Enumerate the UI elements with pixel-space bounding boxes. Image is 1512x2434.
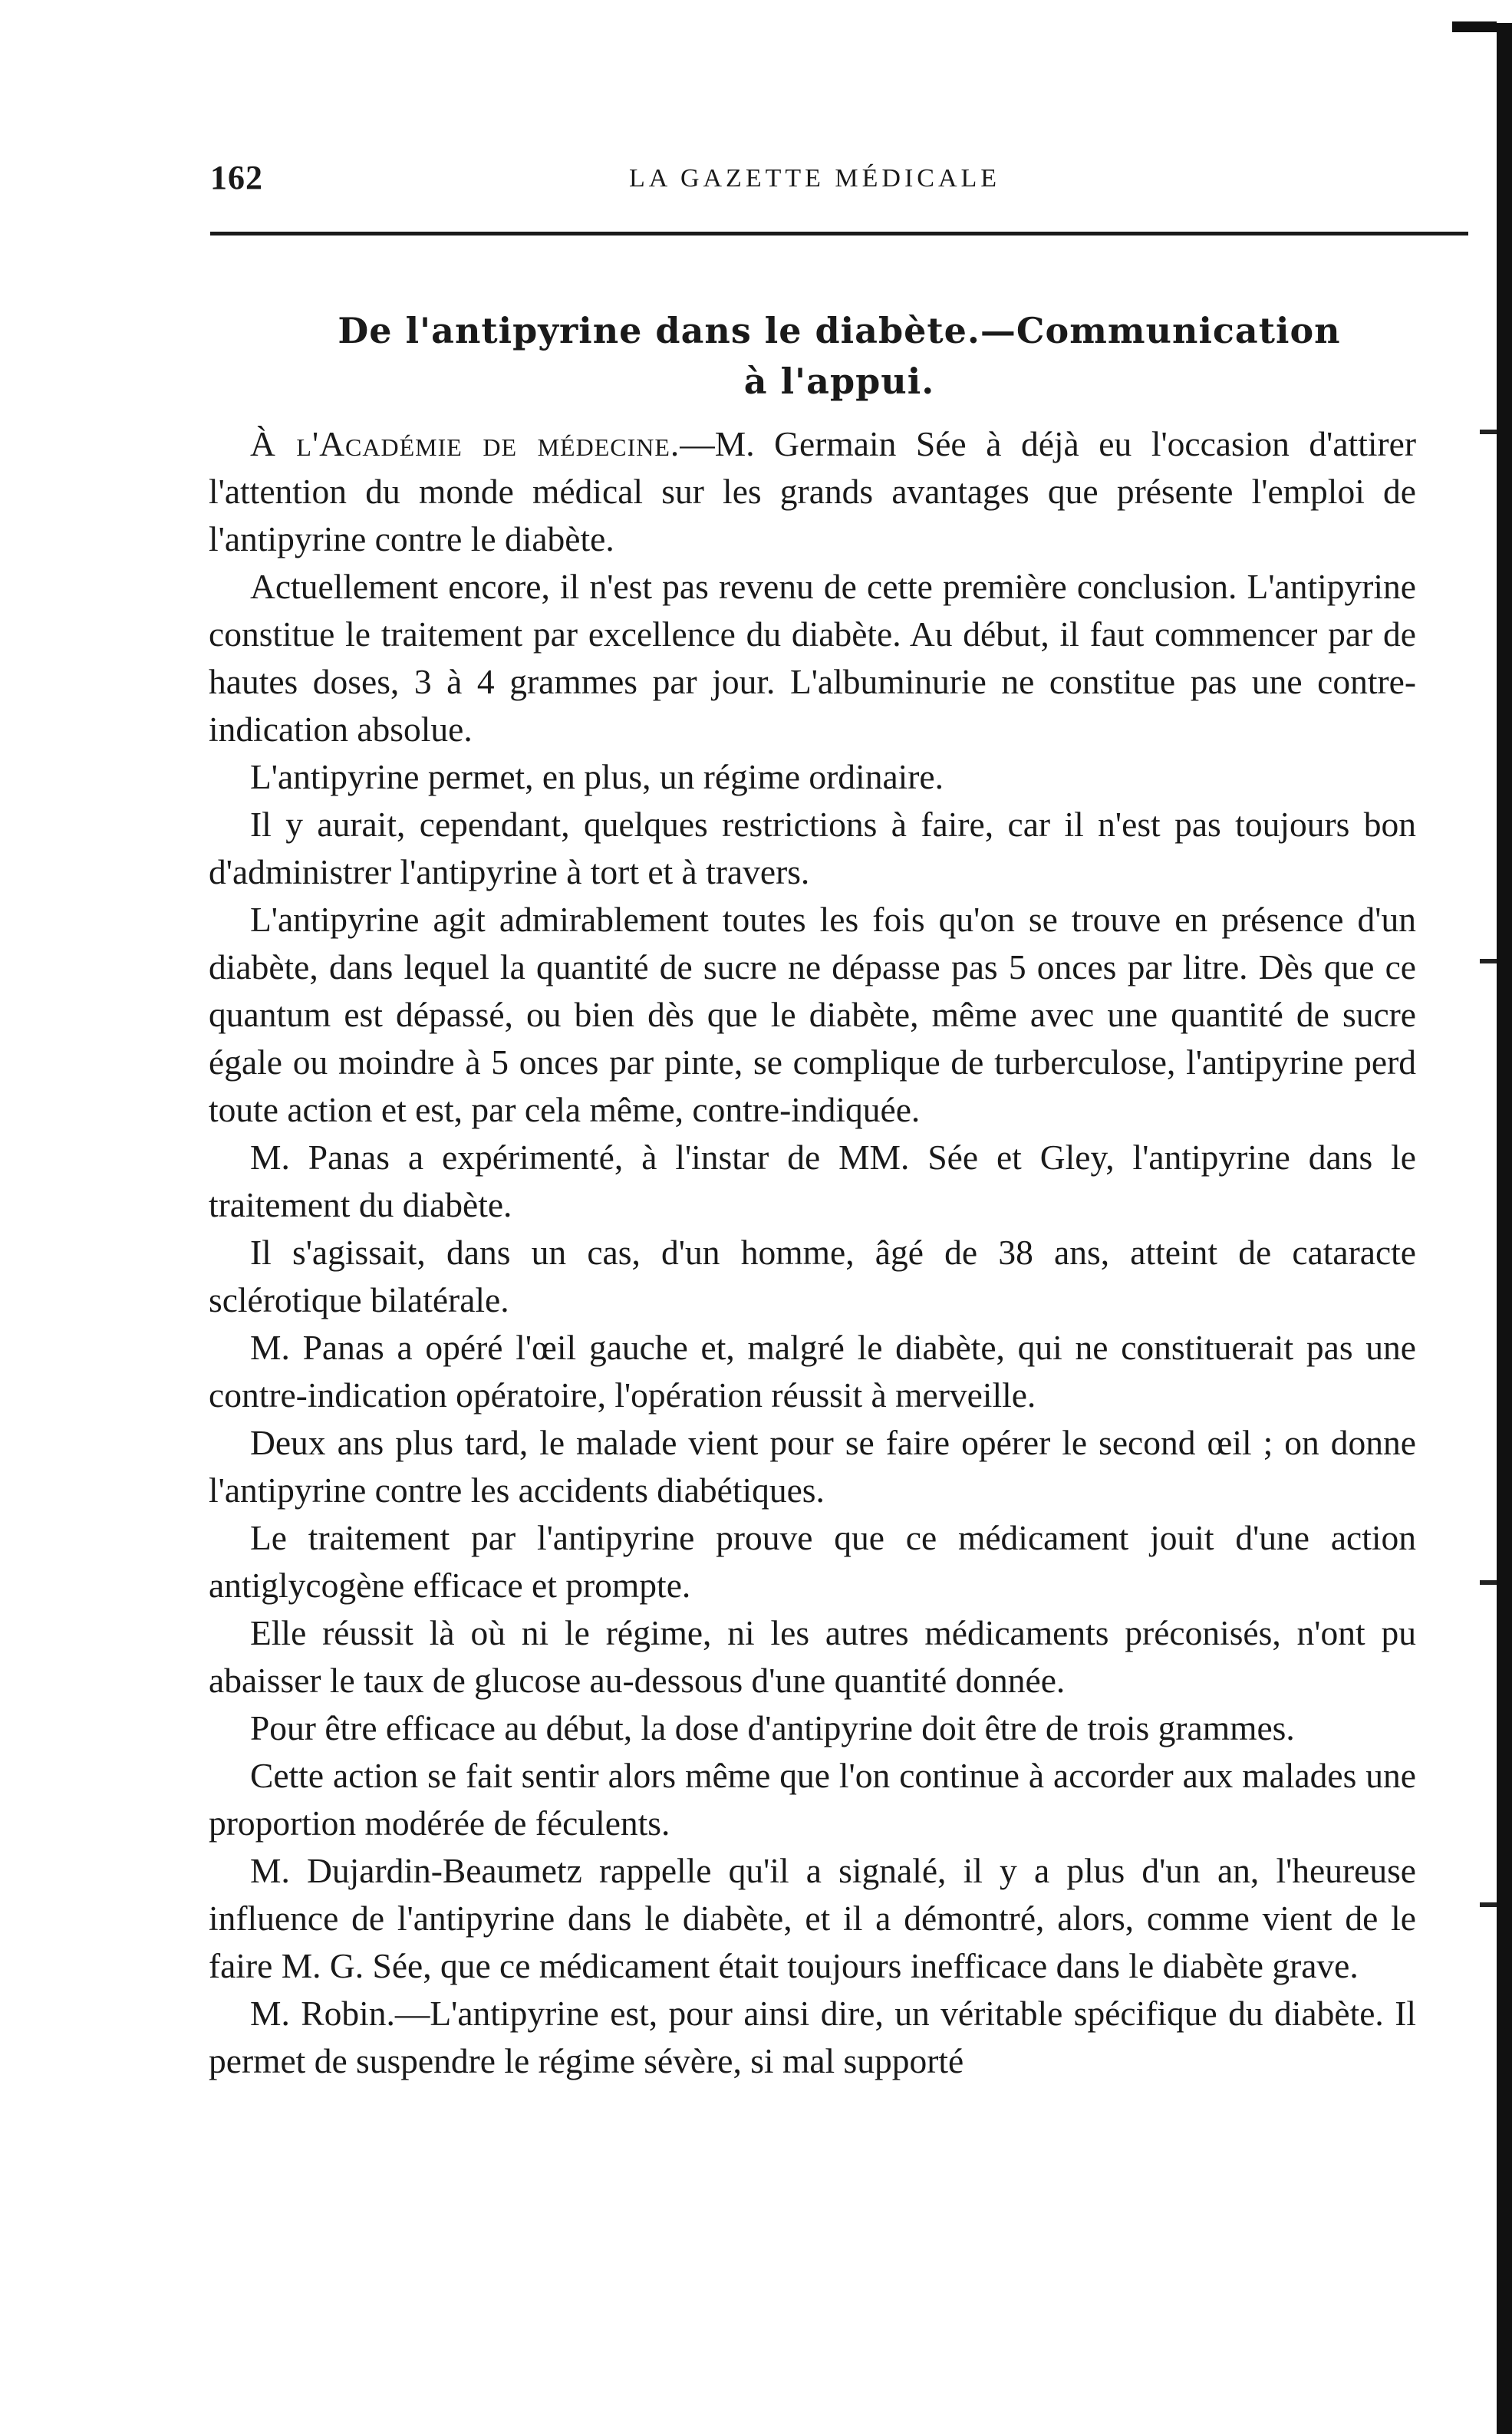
paragraph: Pour être efficace au début, la dose d'antipyrine doit être de trois grammes.: [250, 1708, 1295, 1747]
lead-in: À l'Académie de médecine.: [250, 424, 680, 463]
article-title-line-2: à l'appui.: [743, 361, 935, 402]
paragraph: Cette action se fait sentir alors même que l'on continue à accorder aux malades une proportion modérée de féculents.: [209, 1756, 1416, 1843]
paragraph: M. Dujardin-Beaumetz rappelle qu'il a signalé, il y a plus d'un an, l'heureuse influence de l'antipyrine dans le diabète, et il a démontré, alors, comme vient de le faire M. G. Sée, que ce médicament était toujours inefficace dans le diabète grave.: [209, 1851, 1416, 1985]
paragraph: L'antipyrine agit admirablement toutes les fois qu'on se trouve en présence d'un diabète, dans lequel la quantité de sucre ne dépasse pas 5 onces par litre. Dès que ce quantum est dépassé, ou bien dès que le diabète, même avec une quantité de sucre égale ou moindre à 5 onces par pinte, se complique de turberculose, l'antipyrine perd toute action et est, par cela même, contre-indiquée.: [209, 900, 1416, 1129]
article-title: [210, 305, 1468, 407]
paragraph: Deux ans plus tard, le malade vient pour se faire opérer le second œil ; on donne l'antipyrine contre les accidents diabétiques.: [209, 1423, 1416, 1510]
paragraph: M. Robin.—L'antipyrine est, pour ainsi dire, un véritable spécifique du diabète. Il permet de suspendre le régime sévère, si mal supporté: [209, 1994, 1416, 2080]
paragraph: Elle réussit là où ni le régime, ni les autres médicaments préconisés, n'ont pu abaisser le taux de glucose au-dessous d'une quantité donnée.: [209, 1613, 1416, 1700]
paragraph: Il s'agissait, dans un cas, d'un homme, âgé de 38 ans, atteint de cataracte sclérotique bilatérale.: [209, 1233, 1416, 1319]
article-body: [209, 420, 1416, 2085]
paragraph: Actuellement encore, il n'est pas revenu de cette première conclusion. L'antipyrine constitue le traitement par excellence du diabète. Au début, il faut commencer par de hautes doses, 3 à 4 grammes par jour. L'albuminurie ne constitue pas une contre-indication absolue.: [209, 567, 1416, 749]
page-edge-stub: [1452, 21, 1497, 32]
page-edge-tick: [1480, 1902, 1497, 1907]
page-edge-bar: [1497, 23, 1512, 2434]
running-title: LA GAZETTE MÉDICALE: [629, 164, 1001, 193]
page-edge-tick: [1480, 430, 1497, 434]
page-number: 162: [210, 159, 263, 196]
paragraph: Le traitement par l'antipyrine prouve que ce médicament jouit d'une action antiglycogène efficace et prompte.: [209, 1518, 1416, 1605]
paragraph: M. Panas a expérimenté, à l'instar de MM. Sée et Gley, l'antipyrine dans le traitement du diabète.: [209, 1138, 1416, 1224]
paragraph: Il y aurait, cependant, quelques restrictions à faire, car il n'est pas toujours bon d'administrer l'antipyrine à tort et à travers.: [209, 805, 1416, 891]
paragraph-text: —M. Germain Sée à déjà eu l'occasion d'attirer l'attention du monde médical sur les grands avantages que présente l'emploi de l'antipyrine contre le diabète.: [209, 424, 1416, 558]
paragraph: L'antipyrine permet, en plus, un régime ordinaire.: [250, 757, 944, 796]
header-rule: [210, 232, 1468, 235]
page-edge-tick: [1480, 1580, 1497, 1585]
paragraph: [209, 420, 1416, 563]
paragraph: M. Panas a opéré l'œil gauche et, malgré le diabète, qui ne constituerait pas une contre-indication opératoire, l'opération réussit à merveille.: [209, 1328, 1416, 1415]
article-title-line-1: De l'antipyrine dans le diabète.—Communication: [338, 310, 1341, 351]
page-edge-tick: [1480, 959, 1497, 963]
